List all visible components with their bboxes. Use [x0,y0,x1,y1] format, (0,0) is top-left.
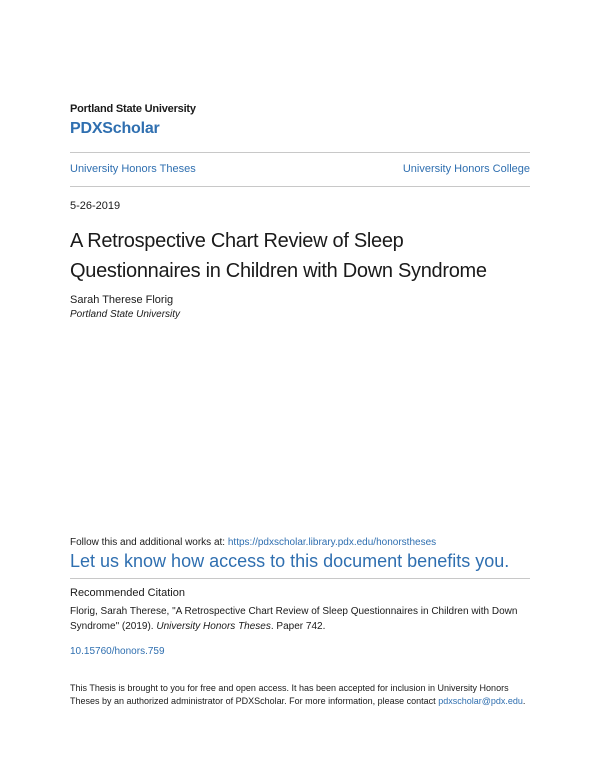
access-notice [70,682,530,708]
citation-heading: Recommended Citation [70,587,185,599]
follow-line [70,537,436,548]
access-notice-end: . [522,696,526,706]
divider-feedback [70,578,530,579]
follow-url-link[interactable]: https://pdxscholar.library.pdx.edu/honorstheses [227,537,437,548]
citation-series: University Honors Theses [156,621,271,632]
access-notice-text: This Thesis is brought to you for free and open access. It has been accepted for inclusion in University Honors Theses by an authorized administrator of PDXScholar. For more information, please contact [70,683,509,706]
citation-body: Florig, Sarah Therese, "A Retrospective Chart Review of Sleep Questionnaires in Children with Down Syndrome" (2019). [70,606,518,632]
collection-link-honors-theses[interactable]: University Honors Theses [70,163,196,175]
feedback-link[interactable]: Let us know how access to this document benefits you. [70,551,510,571]
follow-prefix: Follow this and additional works at: [70,537,228,548]
citation-text [70,604,530,634]
collection-link-honors-college[interactable]: University Honors College [402,163,530,175]
doi-link[interactable]: 10.15760/honors.759 [70,646,165,657]
contact-email-link[interactable]: pdxscholar@pdx.edu [438,696,523,706]
publication-date: 5-26-2019 [70,200,121,212]
divider-top [70,152,530,153]
divider-collections [70,186,530,187]
title-line-1: A Retrospective Chart Review of Sleep [70,230,404,252]
title-line-2: Questionnaires in Children with Down Syndrome [70,260,487,282]
citation-paper: . Paper 742. [270,621,326,632]
institution-name: Portland State University [70,103,196,115]
author-name: Sarah Therese Florig [70,294,174,306]
author-affiliation: Portland State University [70,309,181,320]
cover-page [70,0,530,776]
document-title [70,226,530,286]
repository-link[interactable]: PDXScholar [70,120,160,137]
